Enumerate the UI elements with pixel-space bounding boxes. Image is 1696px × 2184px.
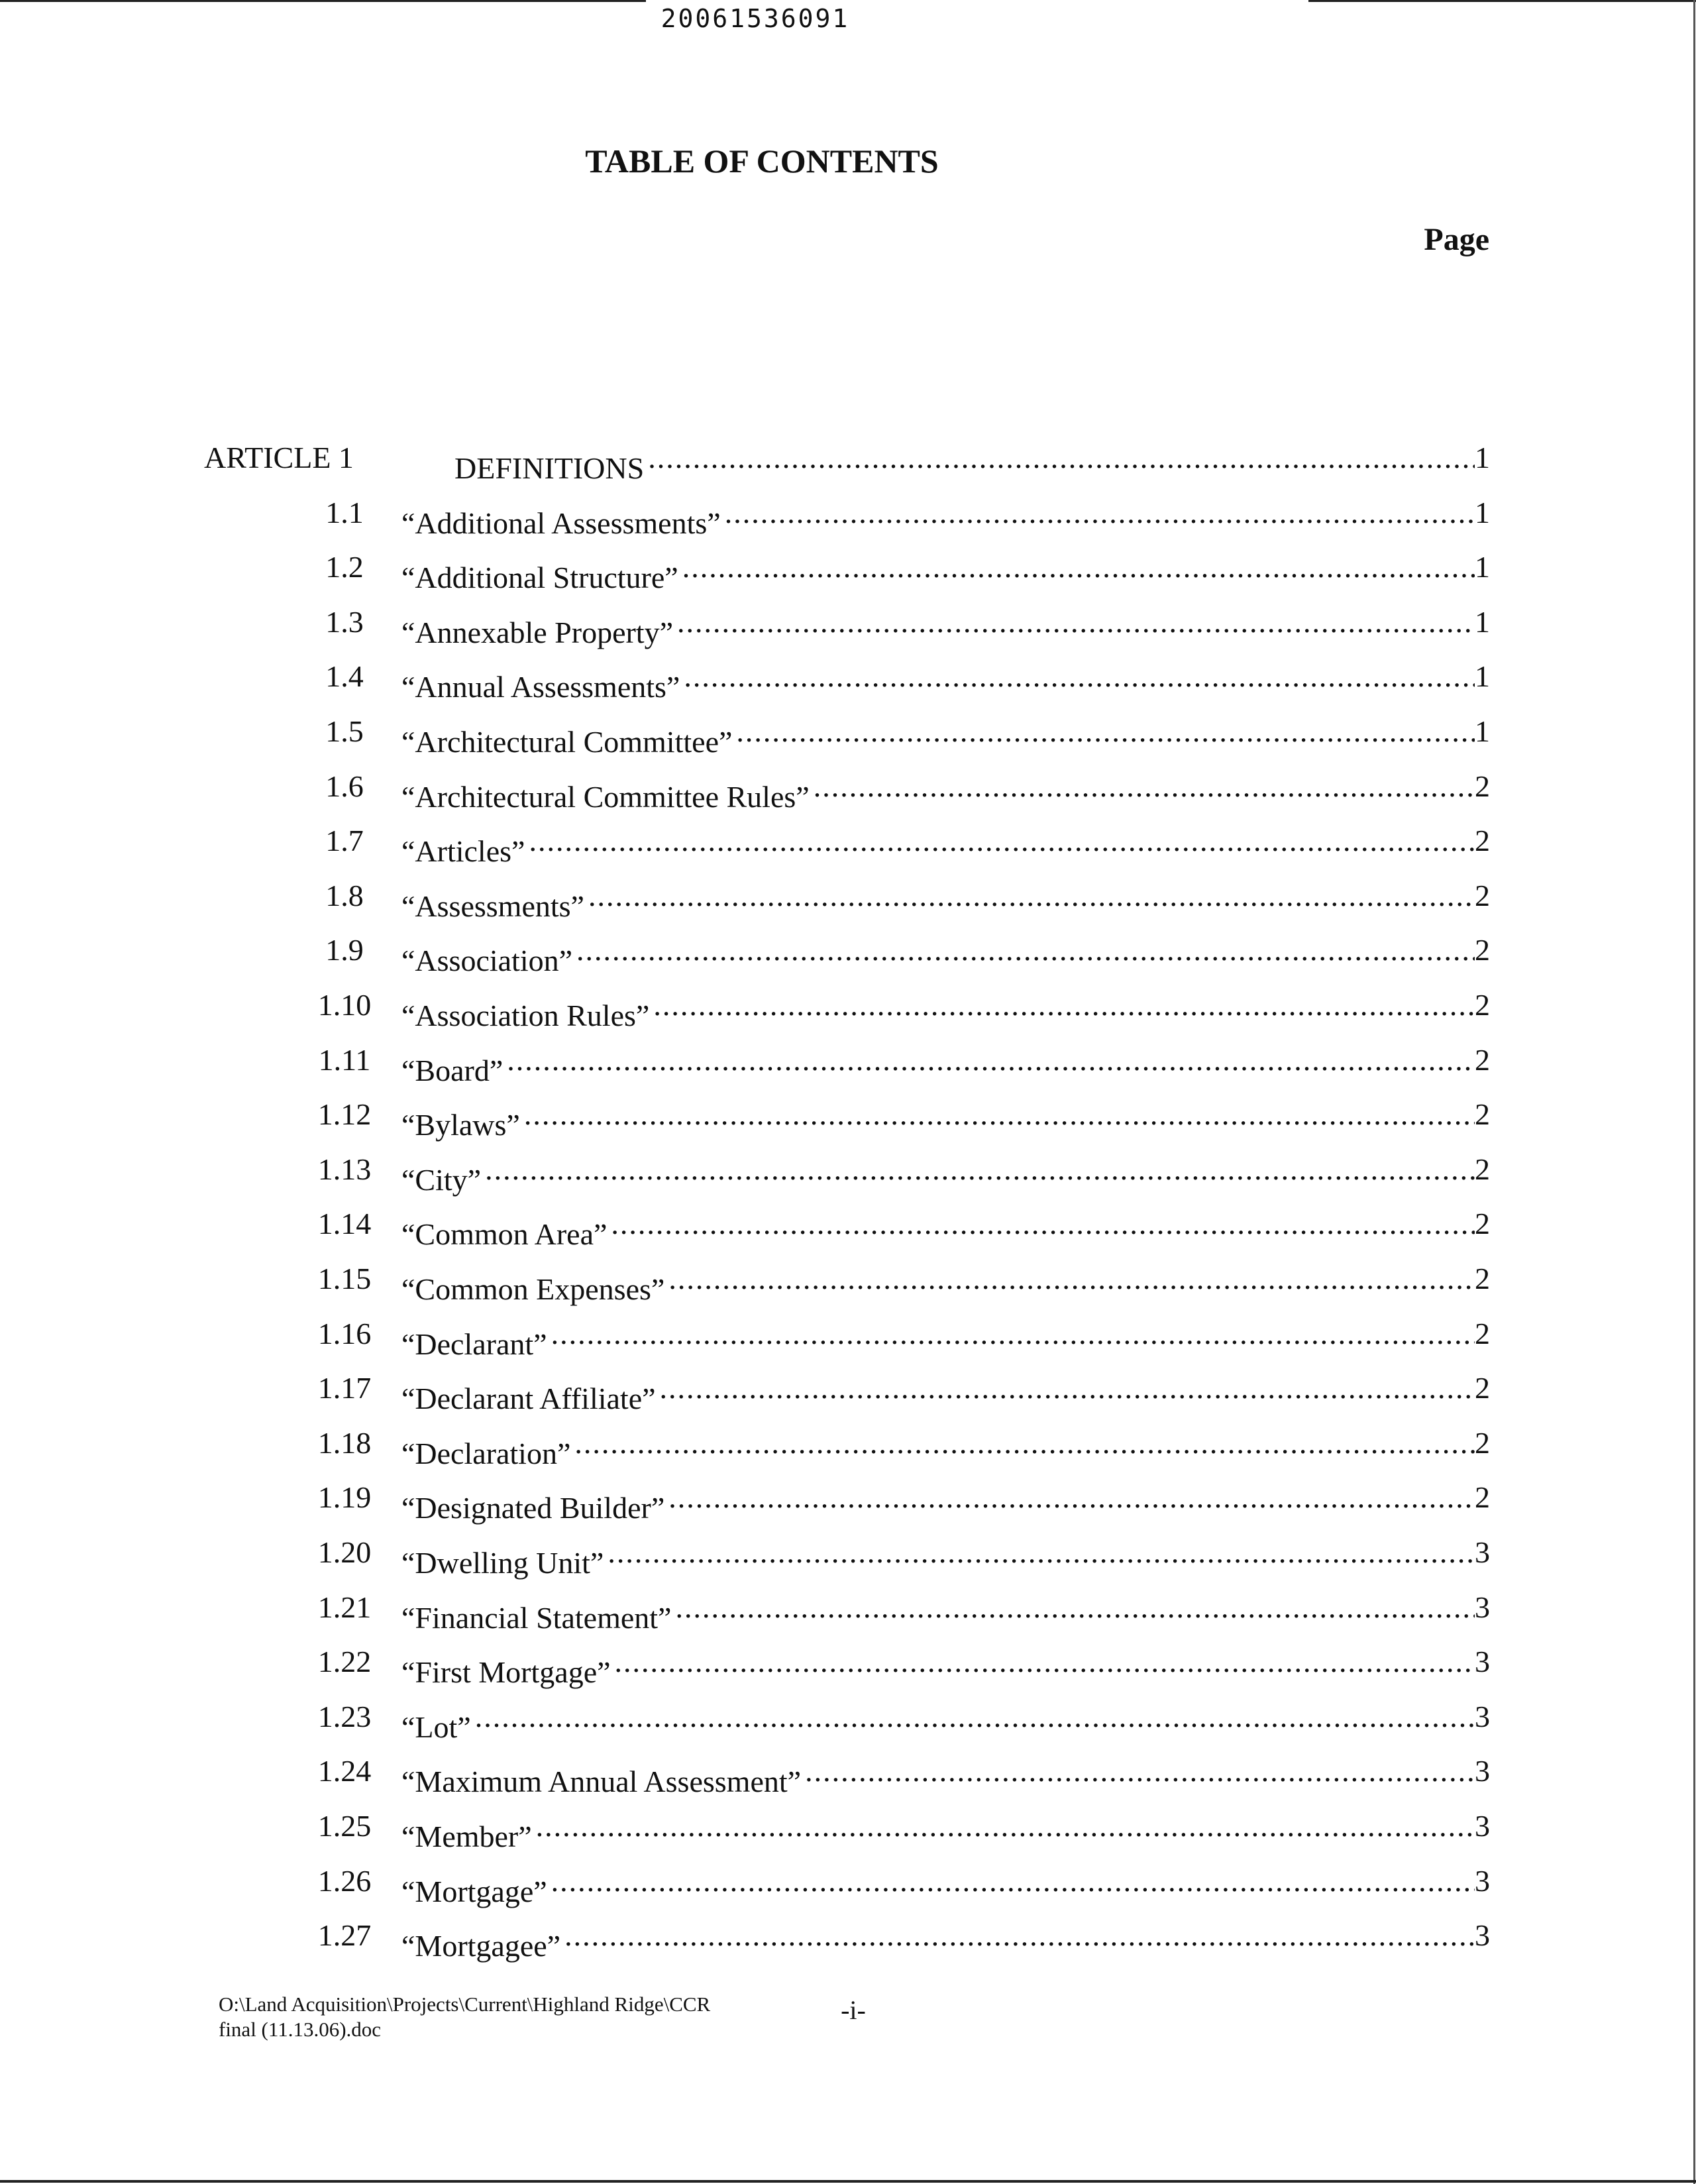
entry-leader [401, 1040, 1475, 1091]
toc-entry-row[interactable] [0, 1258, 1696, 1313]
toc-entry-row[interactable] [0, 1094, 1696, 1148]
section-number: 1.2 [325, 550, 364, 584]
entry-leader [401, 656, 1475, 708]
entry-title: “Dwelling Unit” [401, 1546, 604, 1580]
dot-leader [574, 1423, 1475, 1464]
dot-leader [677, 602, 1475, 643]
section-number: 1.23 [317, 1700, 372, 1733]
dot-leader [675, 1587, 1475, 1628]
section-number: 1.1 [325, 496, 364, 529]
dot-leader [814, 766, 1475, 807]
section-number: 1.7 [325, 824, 364, 857]
footer-file-path [219, 1992, 788, 2042]
entry-title: “Designated Builder” [401, 1491, 665, 1525]
section-number: 1.5 [325, 714, 364, 748]
toc-entry-row[interactable] [0, 930, 1696, 984]
entry-title: “Declaration” [401, 1437, 571, 1470]
dot-leader [611, 1203, 1475, 1244]
dot-leader [507, 1040, 1475, 1081]
entry-leader [401, 820, 1475, 872]
section-number: 1.26 [317, 1864, 372, 1898]
article-title: DEFINITIONS [454, 451, 645, 485]
section-number: 1.17 [317, 1371, 372, 1405]
dot-leader [682, 547, 1475, 588]
toc-entry-row[interactable] [0, 656, 1696, 710]
toc-entry-row[interactable] [0, 1696, 1696, 1751]
toc-entry-row[interactable] [0, 1641, 1696, 1696]
entry-leader [401, 875, 1475, 927]
entry-title: “Additional Structure” [401, 561, 678, 594]
toc-entry-row[interactable] [0, 602, 1696, 656]
entry-page-number: 2 [1475, 1043, 1490, 1077]
section-number: 1.25 [317, 1809, 372, 1843]
toc-entry-row[interactable] [0, 1587, 1696, 1641]
entry-page-number: 2 [1475, 1262, 1490, 1295]
entry-leader [401, 1258, 1475, 1310]
entry-page-number: 2 [1475, 1426, 1490, 1460]
entry-title: “Assessments” [401, 889, 584, 923]
article-label: ARTICLE 1 [204, 441, 354, 474]
section-number: 1.13 [317, 1152, 372, 1186]
dot-leader [668, 1477, 1475, 1518]
entry-leader [401, 930, 1475, 981]
entry-leader [401, 1861, 1475, 1912]
dot-leader [653, 985, 1475, 1026]
dot-leader [529, 820, 1475, 861]
entry-title: “First Mortgage” [401, 1655, 611, 1689]
entry-leader [401, 1806, 1475, 1857]
dot-leader [648, 437, 1475, 478]
dot-leader [576, 930, 1475, 971]
entry-leader [401, 1477, 1475, 1529]
entry-page-number: 3 [1475, 1918, 1490, 1952]
scan-edge-bottom [0, 2180, 1696, 2183]
entry-page-number: 2 [1475, 1097, 1490, 1131]
entry-leader [401, 1203, 1475, 1255]
footer-path-line-2: final (11.13.06).doc [219, 2018, 382, 2041]
entry-page-number: 1 [1475, 496, 1490, 529]
entry-title: “Common Area” [401, 1217, 608, 1251]
entry-title: “Mortgagee” [401, 1929, 561, 1963]
footer-path-line-1: O:\Land Acquisition\Projects\Current\Highland Ridge\CCR [219, 1993, 711, 2016]
section-number: 1.11 [318, 1043, 371, 1077]
toc-entry-row[interactable] [0, 1423, 1696, 1477]
entry-title: “Annexable Property” [401, 616, 674, 649]
toc-entry-row[interactable] [0, 1915, 1696, 1969]
dot-leader [551, 1861, 1475, 1902]
toc-entry-row[interactable] [0, 1532, 1696, 1586]
entry-title: “Financial Statement” [401, 1601, 672, 1635]
scan-edge-top-left [0, 0, 646, 2]
entry-leader [401, 1587, 1475, 1639]
section-number: 1.12 [317, 1097, 372, 1131]
entry-title: “Common Expenses” [401, 1272, 665, 1306]
entry-title: “Architectural Committee Rules” [401, 780, 810, 814]
entry-title: “Mortgage” [401, 1875, 547, 1908]
page-title: TABLE OF CONTENTS [585, 142, 939, 180]
entry-title: “City” [401, 1163, 482, 1197]
dot-leader [668, 1258, 1475, 1299]
entry-page-number: 3 [1475, 1700, 1490, 1733]
toc-entry-row[interactable] [0, 711, 1696, 765]
entry-leader [401, 1751, 1475, 1802]
entry-page-number: 1 [1475, 659, 1490, 693]
dot-leader [588, 875, 1475, 916]
dot-leader [805, 1751, 1475, 1792]
section-number: 1.20 [317, 1535, 372, 1569]
entry-page-number: 1 [1475, 550, 1490, 584]
entry-page-number: 3 [1475, 1535, 1490, 1569]
dot-leader [551, 1313, 1475, 1354]
dot-leader [684, 656, 1475, 697]
entry-page-number: 3 [1475, 1645, 1490, 1678]
toc-entry-row[interactable] [0, 1477, 1696, 1531]
dot-leader [736, 711, 1475, 752]
entry-leader [401, 1915, 1475, 1967]
toc-entry-row[interactable] [0, 1368, 1696, 1422]
scan-edge-top-right [1308, 0, 1696, 2]
entry-page-number: 2 [1475, 1317, 1490, 1350]
entry-title: “Bylaws” [401, 1108, 520, 1142]
entry-title: “Declarant” [401, 1327, 547, 1361]
dot-leader [615, 1641, 1475, 1682]
dot-leader [660, 1368, 1475, 1409]
entry-page-number: 2 [1475, 769, 1490, 803]
entry-page-number: 2 [1475, 1152, 1490, 1186]
section-number: 1.24 [317, 1754, 372, 1788]
toc-entry-row[interactable] [0, 1149, 1696, 1203]
entry-title: “Architectural Committee” [401, 725, 733, 759]
entry-title: “Articles” [401, 834, 525, 868]
entry-leader [401, 1696, 1475, 1748]
entry-page-number: 2 [1475, 1480, 1490, 1514]
toc-entry-row[interactable] [0, 766, 1696, 820]
entry-leader [401, 766, 1475, 818]
section-number: 1.15 [317, 1262, 372, 1295]
entry-page-number: 1 [1475, 605, 1490, 639]
section-number: 1.22 [317, 1645, 372, 1678]
toc-entry-row[interactable] [0, 1861, 1696, 1915]
toc-entry-row[interactable] [0, 1313, 1696, 1368]
document-id: 20061536091 [661, 4, 850, 33]
entry-leader [401, 492, 1475, 544]
dot-leader [608, 1532, 1475, 1573]
toc-entry-row[interactable] [0, 1806, 1696, 1860]
toc-entry-row[interactable] [0, 1751, 1696, 1805]
entry-leader [401, 1094, 1475, 1146]
dot-leader [485, 1149, 1475, 1190]
toc-entry-row[interactable] [0, 1040, 1696, 1094]
section-number: 1.27 [317, 1918, 372, 1952]
entry-leader [401, 1423, 1475, 1474]
entry-page-number: 2 [1475, 1371, 1490, 1405]
toc-entry-row[interactable] [0, 985, 1696, 1039]
entry-page-number: 2 [1475, 933, 1490, 967]
entry-title: “Annual Assessments” [401, 670, 680, 704]
entry-page-number: 3 [1475, 1809, 1490, 1843]
section-number: 1.16 [317, 1317, 372, 1350]
entry-leader [401, 1313, 1475, 1365]
entry-page-number: 2 [1475, 988, 1490, 1022]
toc-entry-row[interactable] [0, 1203, 1696, 1258]
section-number: 1.14 [317, 1207, 372, 1240]
section-number: 1.9 [325, 933, 364, 967]
entry-title: “Maximum Annual Assessment” [401, 1765, 802, 1798]
entry-title: “Declarant Affiliate” [401, 1382, 656, 1415]
article-page-number: 1 [1475, 441, 1490, 474]
entry-title: “Board” [401, 1054, 504, 1087]
section-number: 1.3 [325, 605, 364, 639]
entry-title: “Association Rules” [401, 999, 650, 1032]
entry-leader [401, 711, 1475, 763]
dot-leader [564, 1915, 1475, 1956]
toc-entry-row[interactable] [0, 820, 1696, 875]
entry-title: “Additional Assessments” [401, 506, 721, 540]
dot-leader [524, 1094, 1475, 1135]
entry-page-number: 2 [1475, 824, 1490, 857]
entry-leader [401, 547, 1475, 598]
entry-leader [401, 985, 1475, 1036]
entry-leader [401, 1532, 1475, 1584]
footer-page-number: -i- [841, 1995, 866, 2025]
entry-page-number: 2 [1475, 879, 1490, 912]
entry-page-number: 3 [1475, 1590, 1490, 1624]
entry-page-number: 3 [1475, 1754, 1490, 1788]
section-number: 1.10 [317, 988, 372, 1022]
section-number: 1.6 [325, 769, 364, 803]
dot-leader [725, 492, 1475, 533]
entry-title: “Association” [401, 944, 573, 977]
toc-entry-row[interactable] [0, 492, 1696, 547]
entry-title: “Member” [401, 1820, 532, 1853]
dot-leader [475, 1696, 1475, 1737]
article-leader [454, 437, 1475, 489]
toc-entry-row[interactable] [0, 875, 1696, 930]
section-number: 1.4 [325, 659, 364, 693]
entry-leader [401, 602, 1475, 653]
entry-leader [401, 1368, 1475, 1419]
toc-article-row[interactable] [0, 437, 1696, 492]
page-column-heading: Page [1424, 222, 1489, 257]
entry-leader [401, 1149, 1475, 1201]
section-number: 1.18 [317, 1426, 372, 1460]
section-number: 1.8 [325, 879, 364, 912]
entry-page-number: 2 [1475, 1207, 1490, 1240]
toc-entry-row[interactable] [0, 547, 1696, 601]
entry-leader [401, 1641, 1475, 1693]
dot-leader [536, 1806, 1475, 1847]
section-number: 1.19 [317, 1480, 372, 1514]
entry-page-number: 3 [1475, 1864, 1490, 1898]
entry-page-number: 1 [1475, 714, 1490, 748]
entry-title: “Lot” [401, 1710, 471, 1744]
section-number: 1.21 [317, 1590, 372, 1624]
